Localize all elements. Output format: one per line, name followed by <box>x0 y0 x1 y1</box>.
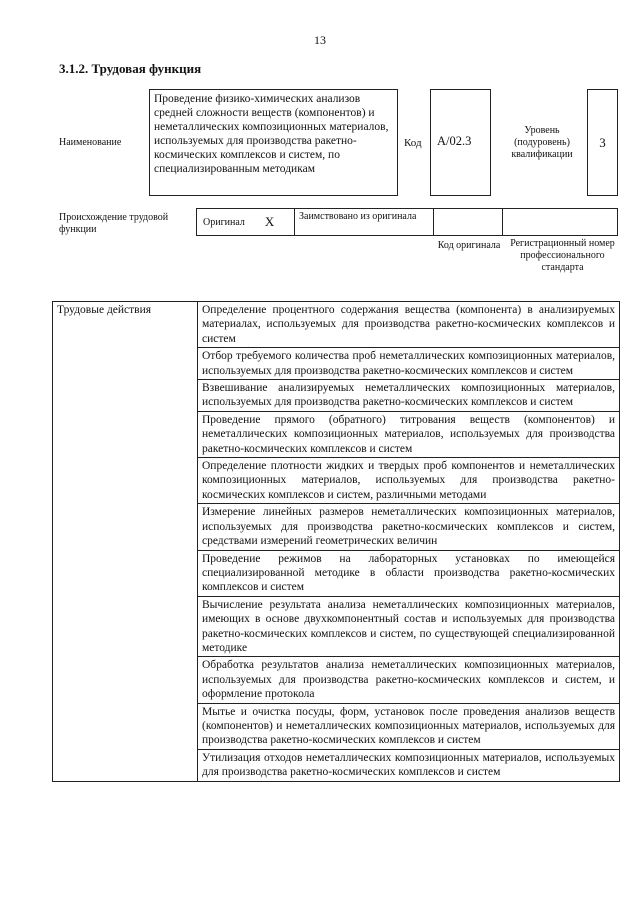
function-code: A/02.3 <box>430 89 491 196</box>
action-item: Вычисление результата анализа неметаллических композиционных материалов, имеющих в основе двухкомпонентный состав и используемых для производства ракетно-космических комплексов и систем, по существующей специализированной методике <box>198 596 620 657</box>
action-item: Мытье и очистка посуды, форм, установок после проведения анализов веществ (компонентов) и неметаллических композиционных материалов, используемых для производства ракетно-космических комплексов и систем <box>198 703 620 749</box>
reg-number-cell <box>503 209 617 235</box>
action-item: Проведение режимов на лабораторных установках по имеющейся специализированной методике в области производства ракетно-космических комплексов и систем <box>198 550 620 596</box>
table-row <box>53 302 620 348</box>
action-item: Проведение прямого (обратного) титрования веществ (компонентов) и неметаллических композиционных материалов, используемых для производства ракетно-космических комплексов и систем <box>198 411 620 457</box>
origin-row <box>196 208 618 236</box>
action-item: Измерение линейных размеров неметаллических композиционных материалов, используемых для производства ракетно-космических комплексов и систем, средствами измерений геометрических величин <box>198 504 620 550</box>
reg-number-label: Регистрационный номер профессионального стандарта <box>510 238 615 273</box>
level-label: Уровень (подуровень) квалификации <box>511 125 573 160</box>
code-label: Код <box>404 137 422 149</box>
function-name: Проведение физико-химических анализов средней сложности веществ (компонентов) и неметаллических композиционных материалов, используемых для производства ракетно-космических комплексов и систем, по специализированным методикам <box>149 89 398 196</box>
origin-label: Происхождение трудовой функции <box>59 212 169 235</box>
original-code-label: Код оригинала <box>437 240 501 251</box>
action-item: Определение плотности жидких и твердых проб компонентов и неметаллических композиционных материалов, используемых для производства ракетно-космических комплексов и систем, различными методами <box>198 458 620 504</box>
borrowed-label: Заимствовано из оригинала <box>295 209 434 235</box>
actions-table <box>52 301 620 782</box>
qualification-level: 3 <box>587 89 618 196</box>
actions-label: Трудовые действия <box>53 302 198 782</box>
section-title: 3.1.2. Трудовая функция <box>59 61 202 76</box>
name-label: Наименование <box>59 137 122 148</box>
action-item: Взвешивание анализируемых неметаллических композиционных материалов, используемых для производства ракетно-космических комплексов и систем <box>198 380 620 412</box>
original-cell <box>197 209 295 235</box>
action-item: Обработка результатов анализа неметаллических композиционных материалов, используемых для производства ракетно-космических комплексов и систем, и оформление протокола <box>198 657 620 703</box>
page-number: 13 <box>314 33 326 47</box>
original-mark: X <box>264 214 275 229</box>
original-code-cell <box>434 209 503 235</box>
action-item: Утилизация отходов неметаллических композиционных материалов, используемых для производства ракетно-космических комплексов и систем <box>198 749 620 781</box>
action-item: Определение процентного содержания вещества (компонента) в анализируемых материалах, используемых для производства ракетно-космических комплексов и систем <box>198 302 620 348</box>
original-label: Оригинал <box>203 216 245 228</box>
action-item: Отбор требуемого количества проб неметаллических композиционных материалов, используемых для производства ракетно-космических комплексов и систем <box>198 348 620 380</box>
